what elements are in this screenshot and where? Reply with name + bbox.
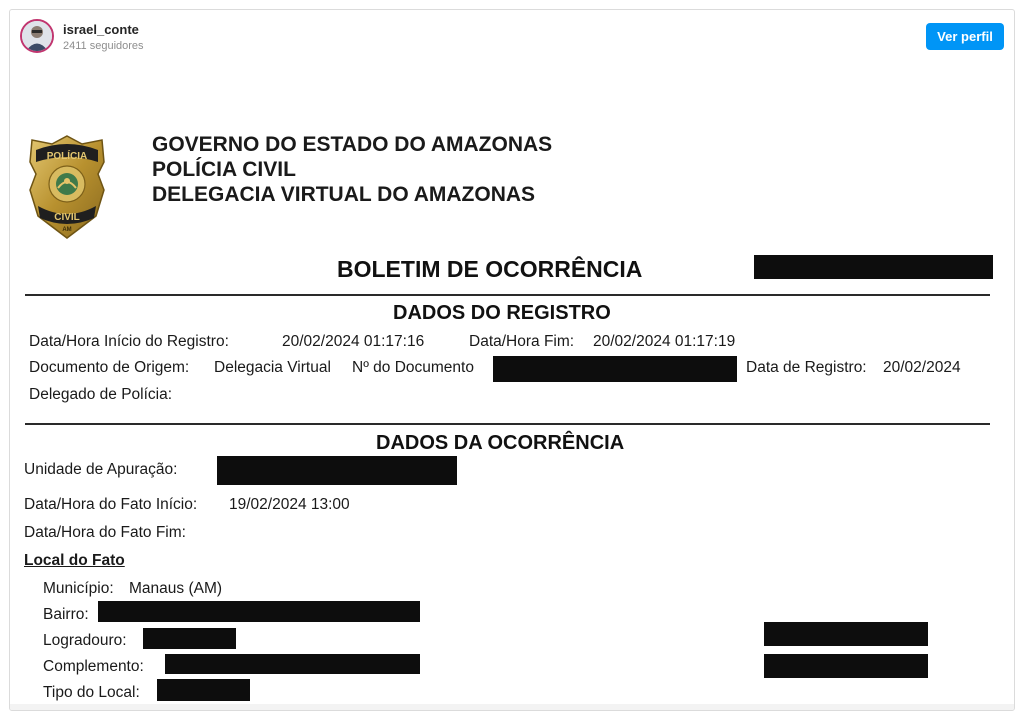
redaction-bar — [157, 679, 250, 701]
fato-fim-label: Data/Hora do Fato Fim: — [24, 524, 186, 541]
fim-registro-value: 20/02/2024 01:17:19 — [593, 333, 736, 350]
card-bottom-edge — [10, 704, 1014, 710]
unidade-apuracao-label: Unidade de Apuração: — [24, 461, 178, 478]
delegado-label: Delegado de Polícia: — [29, 386, 173, 403]
header-line-policia: POLÍCIA CIVIL — [152, 158, 296, 181]
bairro-label: Bairro: — [43, 606, 89, 623]
redaction-bar — [754, 255, 993, 279]
user-avatar[interactable] — [20, 19, 54, 53]
avatar-icon — [22, 21, 52, 51]
redaction-bar — [143, 628, 236, 649]
redaction-bar — [217, 456, 457, 485]
view-profile-button[interactable]: Ver perfil — [926, 23, 1004, 50]
redaction-bar — [764, 622, 928, 646]
redaction-bar — [165, 654, 420, 674]
badge-small-text: AM — [62, 227, 72, 233]
municipio-label: Município: — [43, 580, 114, 597]
fato-inicio-label: Data/Hora do Fato Início: — [24, 496, 198, 513]
redaction-bar — [764, 654, 928, 678]
section-title-registro: DADOS DO REGISTRO — [393, 302, 611, 324]
local-fato-title: Local do Fato — [24, 552, 125, 569]
username[interactable]: israel_conte — [63, 22, 139, 37]
post-card — [9, 9, 1015, 711]
divider — [25, 294, 990, 296]
police-badge-logo — [26, 132, 108, 247]
document-title: BOLETIM DE OCORRÊNCIA — [337, 256, 643, 282]
document-image — [10, 80, 1014, 710]
inicio-registro-value: 20/02/2024 01:17:16 — [282, 333, 425, 350]
complemento-label: Complemento: — [43, 658, 144, 675]
tipo-local-label: Tipo do Local: — [43, 684, 140, 701]
header-line-delegacia: DELEGACIA VIRTUAL DO AMAZONAS — [152, 183, 536, 206]
inicio-registro-label: Data/Hora Início do Registro: — [29, 333, 229, 350]
logradouro-label: Logradouro: — [43, 632, 127, 649]
documento-origem-value: Delegacia Virtual — [214, 359, 331, 376]
badge-top-text: POLÍCIA — [46, 151, 88, 162]
redaction-bar — [98, 601, 420, 622]
divider — [25, 423, 990, 425]
badge-bottom-text: CIVIL — [54, 212, 80, 223]
section-title-ocorrencia: DADOS DA OCORRÊNCIA — [376, 432, 625, 454]
municipio-value: Manaus (AM) — [129, 580, 223, 597]
fato-inicio-value: 19/02/2024 13:00 — [229, 496, 350, 513]
fim-registro-label: Data/Hora Fim: — [469, 333, 575, 350]
follower-count: 2411 seguidores — [63, 40, 144, 52]
redaction-bar — [493, 356, 737, 382]
header-line-governo: GOVERNO DO ESTADO DO AMAZONAS — [152, 133, 553, 156]
data-registro-value: 20/02/2024 — [883, 359, 961, 376]
numero-documento-label: Nº do Documento — [352, 359, 474, 376]
data-registro-label: Data de Registro: — [746, 359, 867, 376]
police-badge-icon — [26, 132, 108, 242]
documento-origem-label: Documento de Origem: — [29, 359, 190, 376]
